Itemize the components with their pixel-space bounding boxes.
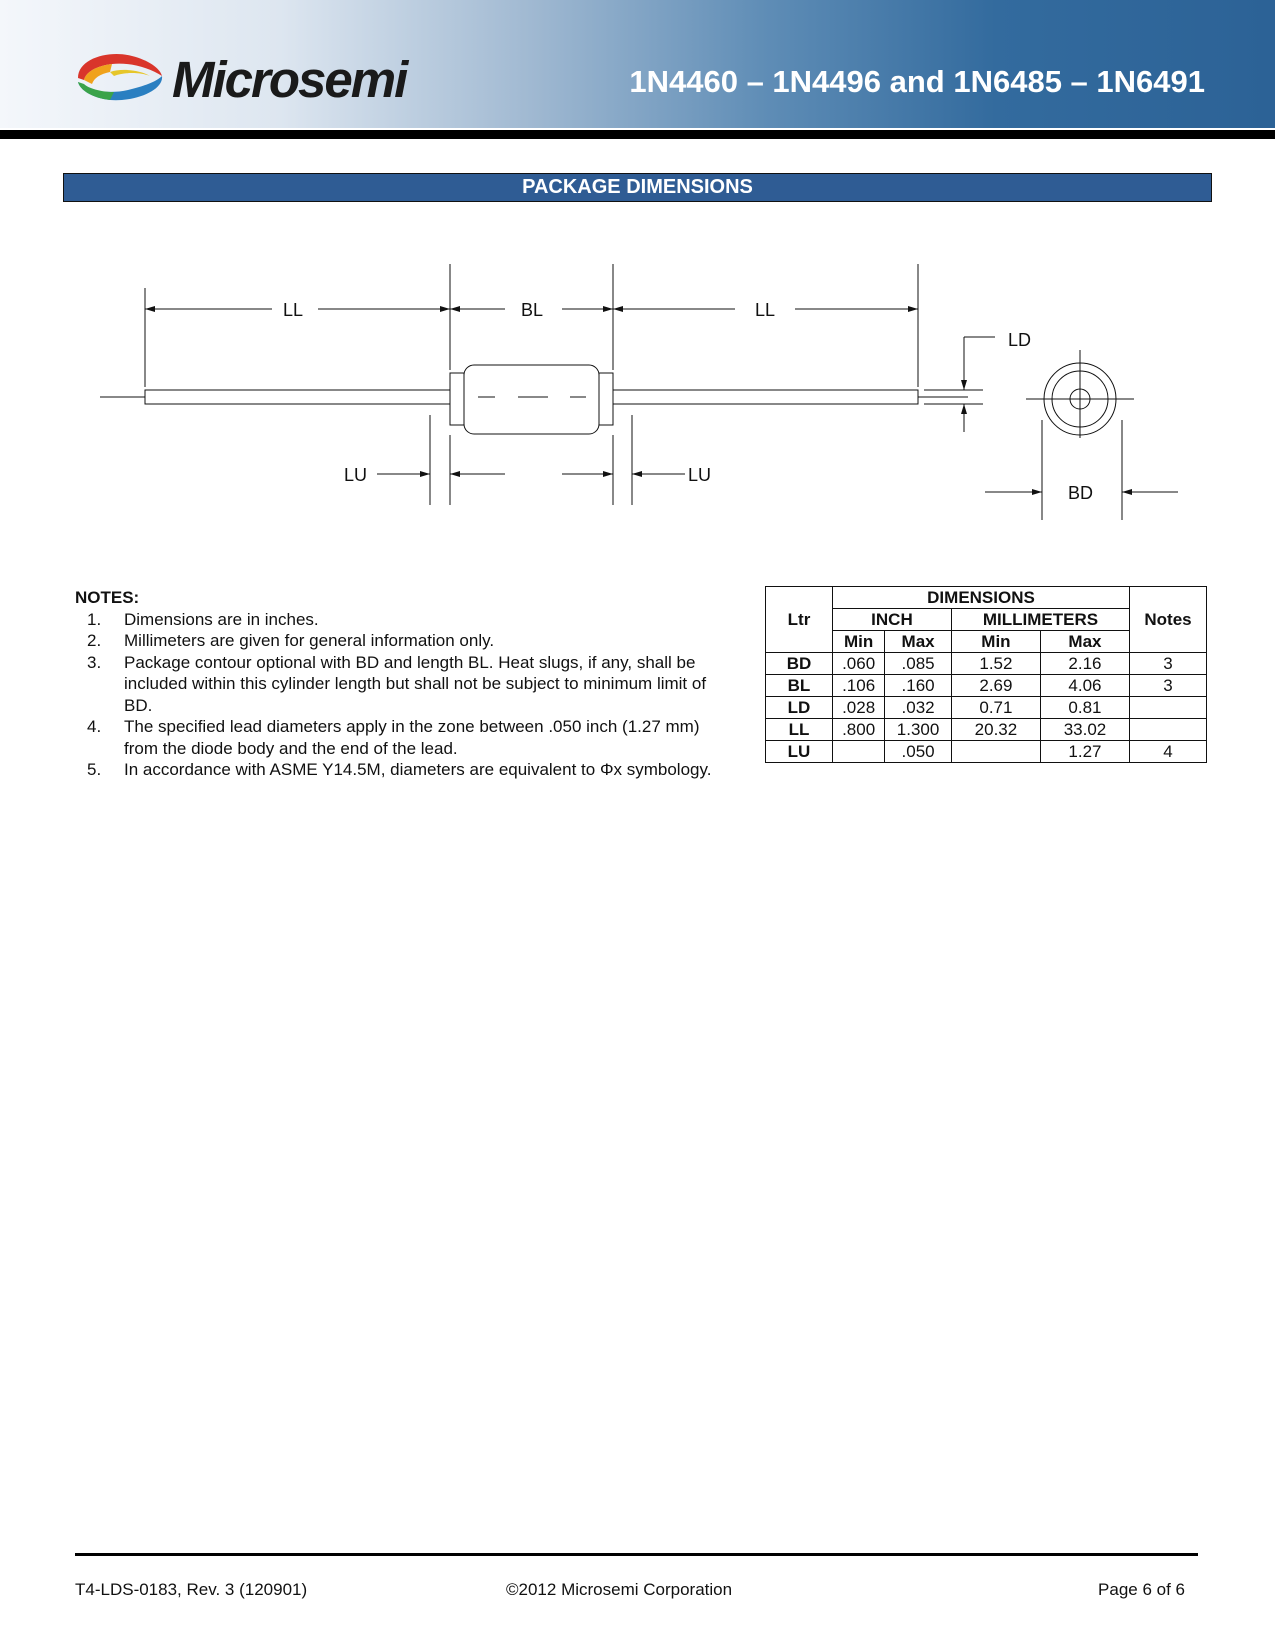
note-item — [75, 652, 715, 717]
cell-note — [1130, 719, 1207, 741]
cell-note — [1130, 697, 1207, 719]
note-item — [75, 716, 715, 759]
cell-ltr: LL — [766, 719, 833, 741]
label-ll-right: LL — [755, 300, 776, 320]
cell-in-max: .085 — [885, 653, 952, 675]
cell-in-max: .160 — [885, 675, 952, 697]
cell-note: 3 — [1130, 675, 1207, 697]
note-text: The specified lead diameters apply in the zone between .050 inch (1.27 mm) from the diode body and the end of the lead. — [124, 717, 700, 758]
note-text: Millimeters are given for general information only. — [124, 631, 495, 650]
cell-ltr: BD — [766, 653, 833, 675]
cell-note: 3 — [1130, 653, 1207, 675]
table-row — [766, 675, 1207, 697]
label-lu-left: LU — [344, 465, 368, 485]
header-inch-min: Min — [833, 631, 885, 653]
logo-wordmark: Microsemi — [172, 51, 407, 108]
label-ld: LD — [1008, 330, 1032, 350]
dimensions-table — [765, 586, 1207, 763]
note-item — [75, 759, 715, 781]
cell-note: 4 — [1130, 741, 1207, 763]
note-item — [75, 609, 715, 631]
cell-mm-min: 20.32 — [951, 719, 1040, 741]
label-bd: BD — [1068, 483, 1094, 503]
table-row — [766, 741, 1207, 763]
notes-title: NOTES: — [75, 588, 140, 607]
cell-mm-min — [951, 741, 1040, 763]
header-ltr: Ltr — [766, 587, 833, 653]
header-millimeters: MILLIMETERS — [951, 609, 1129, 631]
header-inch: INCH — [833, 609, 952, 631]
note-number: 3. — [87, 652, 102, 672]
cell-mm-min: 2.69 — [951, 675, 1040, 697]
header-mm-min: Min — [951, 631, 1040, 653]
header-rule — [0, 130, 1275, 139]
cell-in-min: .060 — [833, 653, 885, 675]
cell-in-max: 1.300 — [885, 719, 952, 741]
note-number: 5. — [87, 760, 102, 779]
package-dimension-drawing — [0, 250, 1275, 530]
cell-ltr: BL — [766, 675, 833, 697]
table-row — [766, 653, 1207, 675]
note-text: Package contour optional with BD and length BL. Heat slugs, if any, shall be included within this cylinder length but shall not be subject to minimum limit of BD. — [124, 652, 707, 715]
cell-mm-max: 2.16 — [1040, 653, 1129, 675]
section-title: PACKAGE DIMENSIONS — [63, 173, 1212, 202]
cell-in-min: .028 — [833, 697, 885, 719]
cell-mm-max: 1.27 — [1040, 741, 1129, 763]
table-row — [766, 697, 1207, 719]
label-ll-left: LL — [283, 300, 304, 320]
cell-mm-max: 33.02 — [1040, 719, 1129, 741]
document-title: 1N4460 – 1N4496 and 1N6485 – 1N6491 — [629, 64, 1205, 99]
note-number: 2. — [87, 631, 102, 650]
footer-page-number: Page 6 of 6 — [1098, 1580, 1185, 1599]
cell-in-max: .032 — [885, 697, 952, 719]
note-number: 4. — [87, 717, 102, 736]
cell-mm-max: 4.06 — [1040, 675, 1129, 697]
footer-copyright: ©2012 Microsemi Corporation — [506, 1580, 733, 1599]
cell-mm-max: 0.81 — [1040, 697, 1129, 719]
cell-in-min — [833, 741, 885, 763]
microsemi-logo-icon — [70, 48, 170, 106]
footer-doc-id: T4-LDS-0183, Rev. 3 (120901) — [75, 1580, 308, 1599]
note-number: 1. — [87, 609, 102, 629]
table-row — [766, 719, 1207, 741]
header-inch-max: Max — [885, 631, 952, 653]
cell-in-min: .800 — [833, 719, 885, 741]
header-mm-max: Max — [1040, 631, 1129, 653]
label-lu-right: LU — [688, 465, 712, 485]
cell-mm-min: 1.52 — [951, 653, 1040, 675]
label-bl: BL — [521, 300, 544, 320]
note-text: In accordance with ASME Y14.5M, diameters are equivalent to Φx symbology. — [124, 760, 712, 779]
cell-mm-min: 0.71 — [951, 697, 1040, 719]
cell-ltr: LU — [766, 741, 833, 763]
note-item — [75, 630, 715, 652]
cell-in-min: .106 — [833, 675, 885, 697]
notes-section — [75, 587, 715, 781]
header-dimensions: DIMENSIONS — [833, 587, 1130, 609]
cell-ltr: LD — [766, 697, 833, 719]
header-notes: Notes — [1130, 587, 1207, 653]
cell-in-max: .050 — [885, 741, 952, 763]
note-text: Dimensions are in inches. — [124, 609, 319, 629]
footer-rule — [75, 1553, 1198, 1556]
